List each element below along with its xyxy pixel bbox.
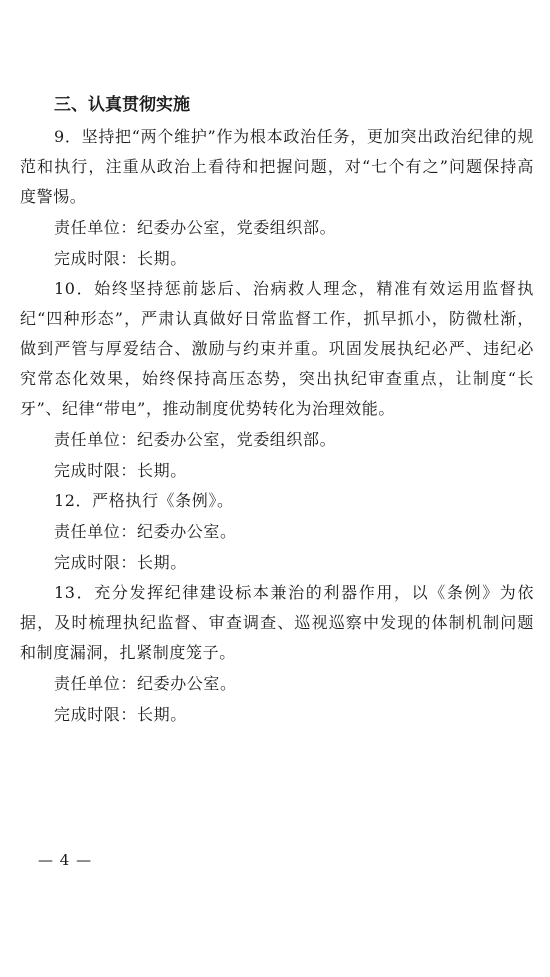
item-9-text: 9．坚持把“两个维护”作为根本政治任务，更加突出政治纪律的规范和执行，注重从政治上看待和把握问题，对“七个有之”问题保持高度警惕。	[20, 127, 534, 206]
item-9-responsible-unit: 责任单位：纪委办公室，党委组织部。	[54, 218, 337, 237]
item-13-responsible-unit: 责任单位：纪委办公室。	[54, 674, 237, 693]
item-10-responsible-unit: 责任单位：纪委办公室，党委组织部。	[54, 430, 337, 449]
item-12-deadline: 完成时限：长期。	[54, 553, 187, 572]
item-10-deadline: 完成时限：长期。	[54, 461, 187, 480]
item-13-deadline: 完成时限：长期。	[54, 705, 187, 724]
item-13-text: 13．充分发挥纪律建设标本兼治的利器作用，以《条例》为依据，及时梳理执纪监督、审查调查、巡视巡察中发现的体制机制问题和制度漏洞，扎紧制度笼子。	[20, 583, 534, 662]
page-number: — 4 —	[38, 851, 93, 869]
item-12-responsible-unit: 责任单位：纪委办公室。	[54, 522, 237, 541]
section-title: 三、认真贯彻实施	[54, 95, 190, 115]
item-10-text: 10．始终坚持惩前毖后、治病救人理念，精准有效运用监督执纪“四种形态”，严肃认真做好日常监督工作，抓早抓小，防微杜渐，做到严管与厚爱结合、激励与约束并重。巩固发展执纪必严、违纪必究常态化效果，始终保持高压态势，突出执纪审查重点，让制度“长牙”、纪律“带电”，推动制度优势转化为治理效能。	[20, 279, 534, 418]
item-12-text: 12．严格执行《条例》。	[54, 491, 234, 510]
item-9-deadline: 完成时限：长期。	[54, 249, 187, 268]
document-page	[20, 88, 534, 730]
